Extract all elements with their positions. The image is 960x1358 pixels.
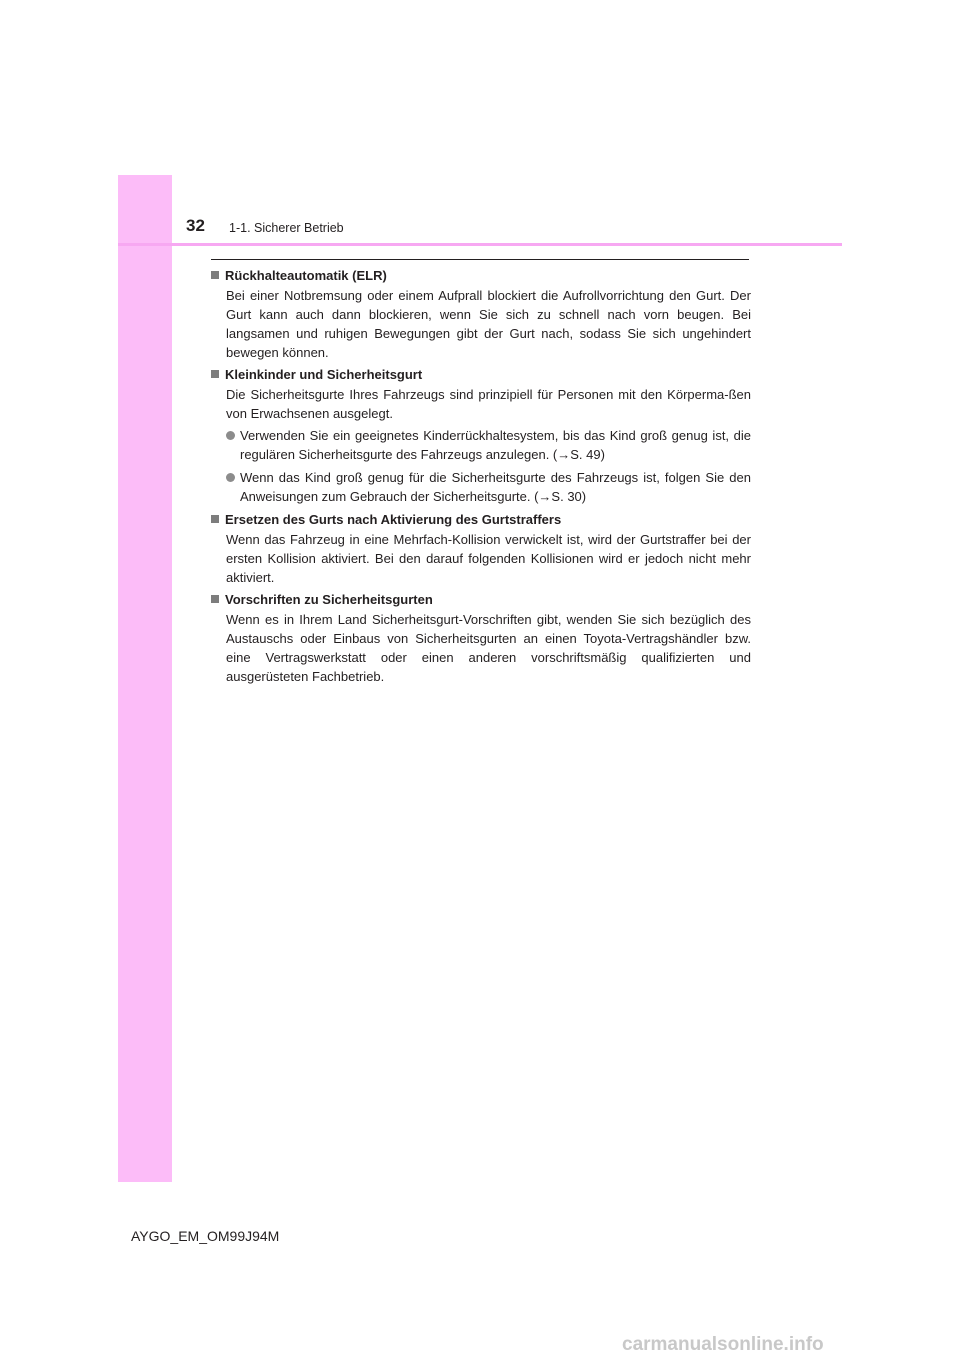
section-heading [211, 510, 751, 529]
square-bullet-icon [211, 515, 219, 523]
section-paragraph: Bei einer Notbremsung oder einem Aufprall blockiert die Aufrollvorrichtung den Gurt. Der Gurt kann auch dann blockieren, wenn Sie sich zu schnell nach vorn beugen. Bei langsamen und ruhigen Bewegungen gibt der Gurt nach, sodass Sie sich ungehindert bewegen können. [226, 288, 751, 360]
header-rule [118, 243, 842, 246]
heading-text: Vorschriften zu Sicherheitsgurten [225, 592, 433, 607]
list-item [226, 426, 751, 464]
square-bullet-icon [211, 271, 219, 279]
square-bullet-icon [211, 370, 219, 378]
section-heading [211, 266, 751, 285]
list-item-text: Verwenden Sie ein geeignetes Kinderrückhaltesystem, bis das Kind groß genug ist, die regulären Sicherheitsgurte des Fahrzeugs anzulegen. (→S. 49) [240, 428, 751, 462]
section-seatbelt-regulations [211, 590, 751, 686]
heading-text: Rückhalteautomatik (ELR) [225, 268, 387, 283]
heading-text: Ersetzen des Gurts nach Aktivierung des Gurtstraffers [225, 512, 562, 527]
square-bullet-icon [211, 595, 219, 603]
section-paragraph: Die Sicherheitsgurte Ihres Fahrzeugs sind prinzipiell für Personen mit den Körperma-ßen von Erwachsenen ausgelegt. [226, 387, 751, 421]
section-heading [211, 590, 751, 609]
page-content [211, 266, 751, 689]
section-heading [211, 365, 751, 384]
section-paragraph: Wenn das Fahrzeug in eine Mehrfach-Kollision verwickelt ist, wird der Gurtstraffer bei der ersten Kollision aktiviert. Bei den darauf folgenden Kollisionen wird er jedoch nicht mehr aktiviert. [226, 532, 751, 585]
list-item-text: Wenn das Kind groß genug für die Sicherheitsgurte des Fahrzeugs ist, folgen Sie den Anweisungen zum Gebrauch der Sicherheitsgurte. (→S. 30) [240, 470, 751, 504]
watermark: carmanualsonline.info [622, 1334, 824, 1355]
heading-text: Kleinkinder und Sicherheitsgurt [225, 367, 423, 382]
round-bullet-icon [226, 431, 235, 440]
section-pretensioner-replacement [211, 510, 751, 587]
list-item [226, 468, 751, 506]
section-children-seatbelt [211, 365, 751, 506]
section-paragraph: Wenn es in Ihrem Land Sicherheitsgurt-Vorschriften gibt, wenden Sie sich bezüglich des Austauschs oder Einbaus von Sicherheitsgurten an einen Toyota-Vertragshändler bzw. eine Vertragswerkstatt oder einen anderen vorschriftsmäßig qualifizierten und ausgerüsteten Fachbetrieb. [226, 612, 751, 684]
section-elr [211, 266, 751, 362]
side-tab-band [118, 175, 172, 1182]
round-bullet-icon [226, 473, 235, 482]
document-code: AYGO_EM_OM99J94M [131, 1228, 280, 1244]
section-title: 1-1. Sicherer Betrieb [229, 221, 344, 235]
content-top-divider [211, 259, 749, 260]
page-number: 32 [186, 216, 205, 235]
